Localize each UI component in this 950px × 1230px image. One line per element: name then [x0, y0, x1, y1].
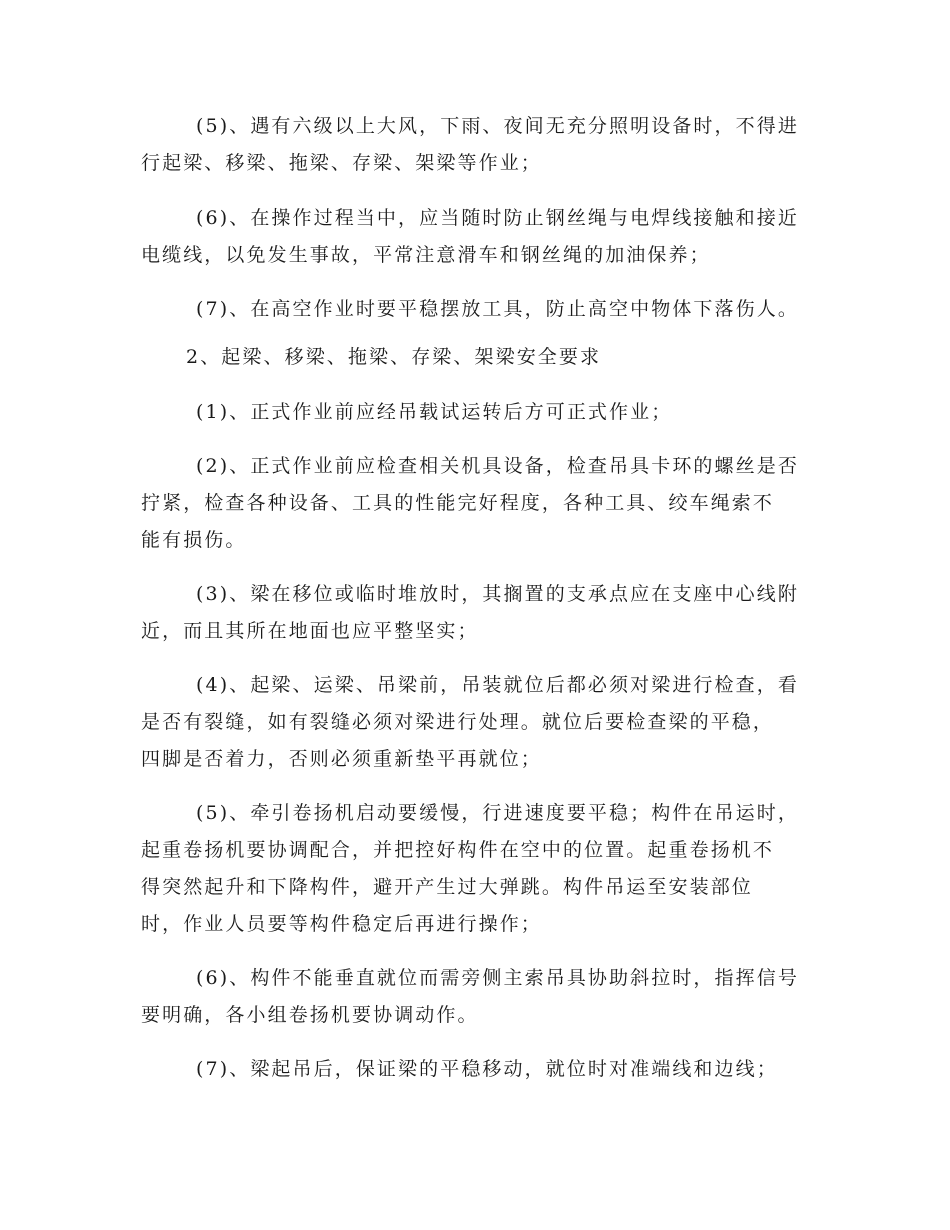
item-1-line-1: (1)、正式作业前应经吊载试运转后方可正式作业；: [196, 401, 673, 423]
item-4-line-2: 是否有裂缝，如有裂缝必须对梁进行处理。就位后要检查梁的平稳，: [141, 711, 775, 733]
item-4-line-3: 四脚是否着力，否则必须重新垫平再就位；: [141, 748, 542, 770]
item-3-line-1: (3)、梁在移位或临时堆放时，其搁置的支承点应在支座中心线附: [196, 583, 799, 605]
paragraph-6-line-2: 电缆线，以免发生事故，平常注意滑车和钢丝绳的加油保养；: [141, 244, 711, 266]
item-4-line-1: (4)、起梁、运梁、吊梁前，吊装就位后都必须对梁进行检查，看: [196, 674, 799, 696]
section-2-heading: 2、起梁、移梁、拖梁、存梁、架梁安全要求: [186, 346, 602, 368]
item-3-line-2: 近，而且其所在地面也应平整坚实；: [141, 620, 479, 642]
item-2-line-2: 拧紧，检查各种设备、工具的性能完好程度，各种工具、绞车绳索不: [141, 492, 775, 514]
paragraph-7-line-1: (7)、在高空作业时要平稳摆放工具，防止高空中物体下落伤人。: [196, 298, 799, 320]
paragraph-5-line-1: (5)、遇有六级以上大风，下雨、夜间无充分照明设备时，不得进: [196, 115, 799, 137]
paragraph-6-line-1: (6)、在操作过程当中，应当随时防止钢丝绳与电焊线接触和接近: [196, 207, 799, 229]
paragraph-5-line-2: 行起梁、移梁、拖梁、存梁、架梁等作业；: [141, 152, 542, 174]
item-5-line-4: 时，作业人员要等构件稳定后再进行操作；: [141, 913, 542, 935]
item-5-line-1: (5)、牵引卷扬机启动要缓慢，行进速度要平稳；构件在吊运时，: [196, 802, 799, 824]
item-2-line-1: (2)、正式作业前应检查相关机具设备，检查吊具卡环的螺丝是否: [196, 455, 799, 477]
item-6-line-1: (6)、构件不能垂直就位而需旁侧主索吊具协助斜拉时，指挥信号: [196, 967, 799, 989]
item-5-line-3: 得突然起升和下降构件，避开产生过大弹跳。构件吊运至安装部位: [141, 876, 753, 898]
item-5-line-2: 起重卷扬机要协调配合，并把控好构件在空中的位置。起重卷扬机不: [141, 839, 775, 861]
item-2-line-3: 能有损伤。: [141, 529, 247, 551]
item-7-line-1: (7)、梁起吊后，保证梁的平稳移动，就位时对准端线和边线；: [196, 1058, 778, 1080]
item-6-line-2: 要明确，各小组卷扬机要协调动作。: [141, 1004, 479, 1026]
